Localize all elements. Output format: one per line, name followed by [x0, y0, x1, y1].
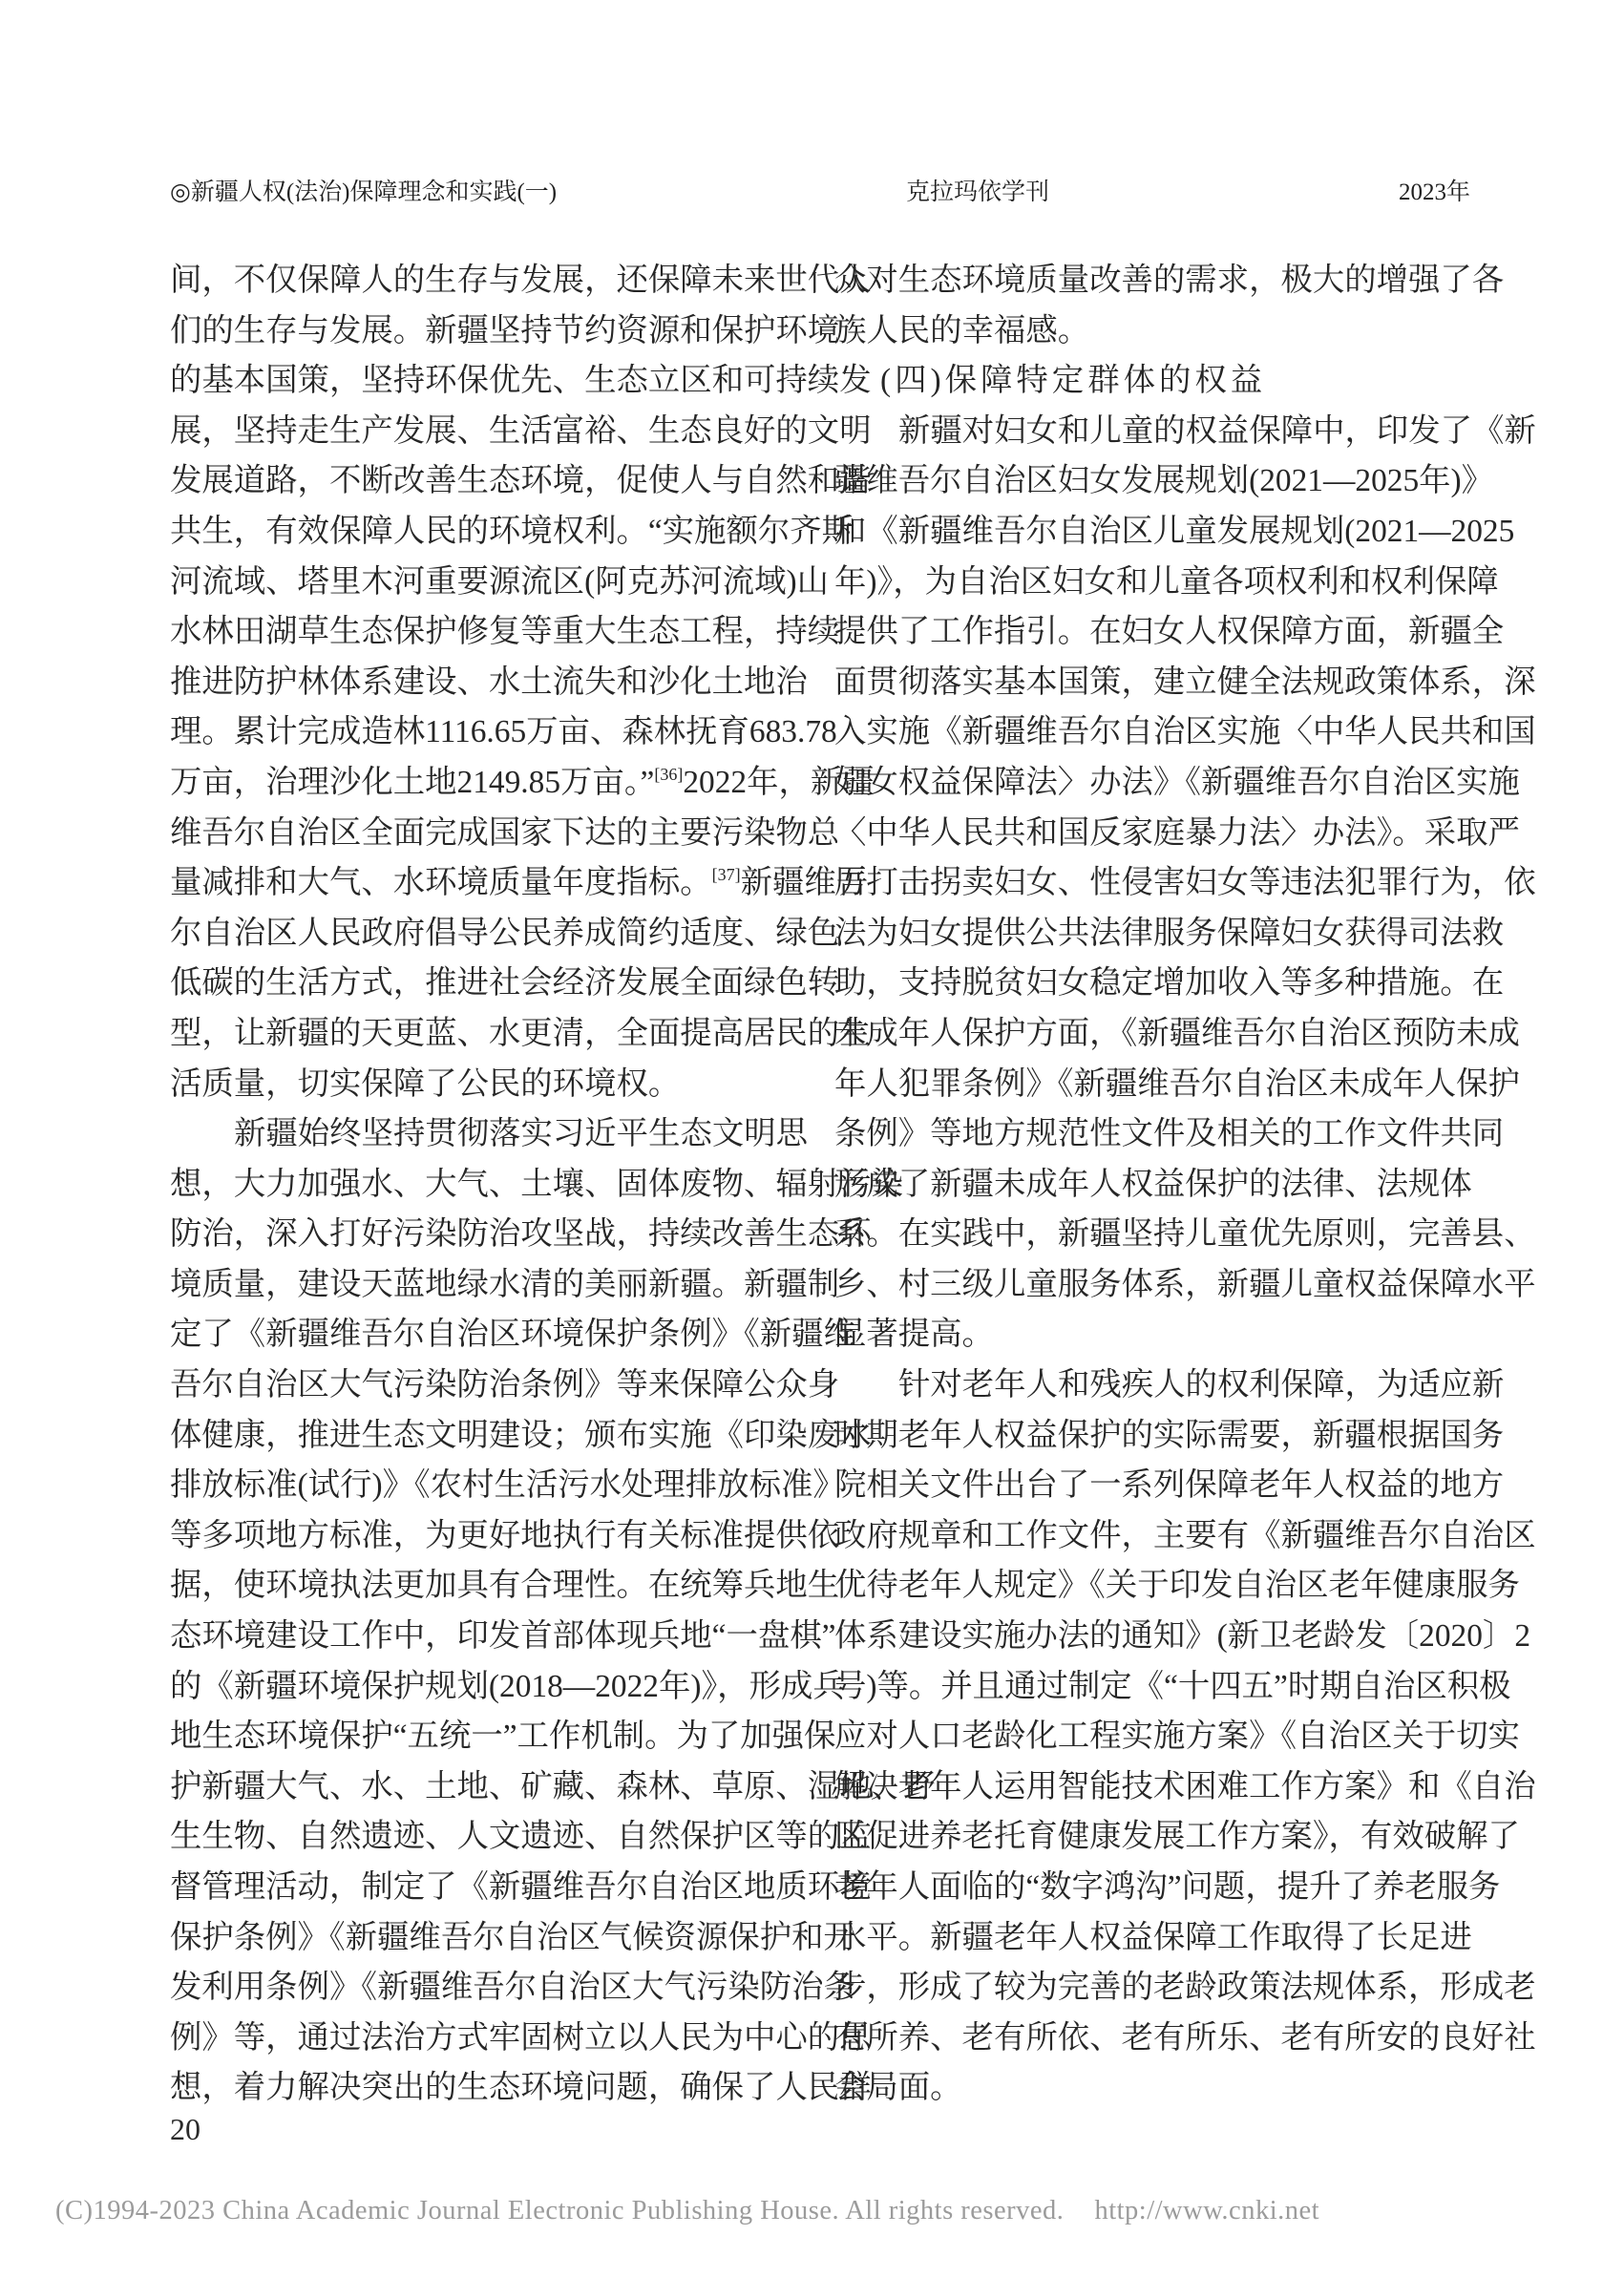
text-line: 面贯彻落实基本国策，建立健全法规政策体系，深 [834, 664, 1536, 700]
text-line: 万亩，治理沙化土地2149.85万亩。”[36]2022年，新疆 [170, 764, 875, 800]
text-line: 尔自治区人民政府倡导公民养成简约适度、绿色 [170, 915, 840, 951]
text-line: 法为妇女提供公共法律服务保障妇女获得司法救 [834, 915, 1505, 951]
text-line: 解决老年人运用智能技术困难工作方案》和《自治 [834, 1768, 1536, 1804]
text-line: 保护条例》《新疆维吾尔自治区气候资源保护和开 [170, 1919, 855, 1955]
text-line: 乡、村三级儿童服务体系，新疆儿童权益保障水平 [834, 1266, 1536, 1302]
text-line: 众对生态环境质量改善的需求，极大的增强了各 [834, 263, 1505, 298]
text-line: 〈中华人民共和国反家庭暴力法〉办法》。采取严 [834, 814, 1520, 851]
running-head-year: 2023年 [1398, 179, 1470, 205]
right-column [834, 256, 1536, 2114]
text-line: 排放标准(试行)》《农村生活污水处理排放标准》 [170, 1467, 845, 1504]
text-line: 共生，有效保障人民的环境权利。“实施额尔齐斯 [170, 513, 854, 549]
text-line: 维吾尔自治区全面完成国家下达的主要污染物总 [170, 814, 840, 851]
text-line: 体系建设实施办法的通知》(新卫老龄发〔2020〕2 [834, 1618, 1531, 1655]
text-line: 形成了新疆未成年人权益保护的法律、法规体 [834, 1166, 1472, 1202]
text-line: 政府规章和工作文件，主要有《新疆维吾尔自治区 [834, 1517, 1536, 1553]
text-line: 优待老年人规定》《关于印发自治区老年健康服务 [834, 1568, 1520, 1604]
text-line: 妇女权益保障法〉办法》《新疆维吾尔自治区实施 [834, 764, 1520, 800]
text-line: 水平。新疆老年人权益保障工作取得了长足进 [834, 1919, 1472, 1955]
text-line: 护新疆大气、水、土地、矿藏、森林、草原、湿地、野 [170, 1768, 936, 1804]
text-line: 水林田湖草生态保护修复等重大生态工程，持续 [170, 614, 840, 650]
section-heading: (四)保障特定群体的权益 [880, 363, 1267, 399]
text-line: 系。在实践中，新疆坚持儿童优先原则，完善县、 [834, 1216, 1536, 1253]
text-line: 们的生存与发展。新疆坚持节约资源和保护环境 [170, 312, 840, 348]
text-line: 等多项地方标准，为更好地执行有关标准提供依 [170, 1517, 840, 1553]
text-line: 和《新疆维吾尔自治区儿童发展规划(2021—2025 [834, 513, 1515, 549]
text-line: 型，让新疆的天更蓝、水更清，全面提高居民的生 [170, 1015, 872, 1051]
footnote-reference: [36] [654, 764, 684, 784]
text-line: 未成年人保护方面，《新疆维吾尔自治区预防未成 [834, 1015, 1520, 1051]
text-line: 应对人口老龄化工程实施方案》《自治区关于切实 [834, 1719, 1520, 1755]
text-line: 会局面。 [834, 2070, 962, 2106]
text-line: 年)》，为自治区妇女和儿童各项权利和权利保障 [834, 563, 1499, 600]
text-line: 提供了工作指引。在妇女人权保障方面，新疆全 [834, 614, 1505, 650]
text-line: 新疆始终坚持贯彻落实习近平生态文明思 [234, 1116, 809, 1152]
running-head [170, 178, 1470, 208]
text-line: 新疆对妇女和儿童的权益保障中，印发了《新 [898, 412, 1536, 449]
text-line: 发利用条例》《新疆维吾尔自治区大气污染防治条 [170, 1970, 855, 2006]
text-line: 生生物、自然遗迹、人文遗迹、自然保护区等的监 [170, 1819, 872, 1855]
text-line: 境质量，建设天蓝地绿水清的美丽新疆。新疆制 [170, 1266, 840, 1302]
text-line: 推进防护林体系建设、水土流失和沙化土地治 [170, 664, 808, 700]
text-line: 院相关文件出台了一系列保障老年人权益的地方 [834, 1467, 1505, 1504]
text-line: 针对老年人和残疾人的权利保障，为适应新 [898, 1367, 1505, 1403]
footer-copyright: (C)1994-2023 China Academic Journal Electronic Publishing House. All rights reserved. [55, 2196, 1065, 2225]
text-line: 时期老年人权益保护的实际需要，新疆根据国务 [834, 1417, 1505, 1453]
text-line: 入实施《新疆维吾尔自治区实施〈中华人民共和国 [834, 714, 1536, 750]
text-line: 条例》等地方规范性文件及相关的工作文件共同 [834, 1116, 1505, 1152]
text-line: 想，大力加强水、大气、土壤、固体废物、辐射污染 [170, 1166, 903, 1202]
text-line: 体健康，推进生态文明建设；颁布实施《印染废水 [170, 1417, 872, 1453]
running-head-article-title: ◎新疆人权(法治)保障理念和实践(一) [170, 179, 558, 205]
text-line: 吾尔自治区大气污染防治条例》等来保障公众身 [170, 1367, 840, 1403]
text-line: 厉打击拐卖妇女、性侵害妇女等违法犯罪行为，依 [834, 865, 1536, 901]
footer [55, 2196, 1583, 2226]
text-line: 疆维吾尔自治区妇女发展规划(2021—2025年)》 [834, 463, 1494, 499]
text-line: 间，不仅保障人的生存与发展，还保障未来世代人 [170, 263, 872, 298]
text-line: 步，形成了较为完善的老龄政策法规体系，形成老 [834, 1970, 1536, 2006]
text-line: 区促进养老托育健康发展工作方案》，有效破解了 [834, 1819, 1520, 1855]
page-number: 20 [170, 2112, 200, 2146]
text-line: 的《新疆环境保护规划(2018—2022年)》，形成兵 [170, 1668, 845, 1704]
running-head-journal-name: 克拉玛依学刊 [906, 179, 1050, 205]
text-line: 年人犯罪条例》《新疆维吾尔自治区未成年人保护 [834, 1065, 1520, 1102]
text-line: 态环境建设工作中，印发首部体现兵地“一盘棋” [170, 1618, 836, 1655]
text-line: 老年人面临的“数字鸿沟”问题，提升了养老服务 [834, 1869, 1501, 1905]
text-line: 例》等，通过法治方式牢固树立以人民为中心的思 [170, 2019, 872, 2056]
text-line: 显著提高。 [834, 1317, 994, 1353]
text-line: 地生态环境保护“五统一”工作机制。为了加强保 [170, 1719, 836, 1755]
text-line: 族人民的幸福感。 [834, 312, 1090, 348]
text-line: 河流域、塔里木河重要源流区(阿克苏河流域)山 [170, 563, 830, 600]
text-line: 防治，深入打好污染防治攻坚战，持续改善生态环 [170, 1216, 872, 1253]
text-line: 量减排和大气、水环境质量年度指标。[37]新疆维吾 [170, 865, 869, 901]
footnote-reference: [37] [711, 865, 741, 885]
text-line: 号)等。并且通过制定《“十四五”时期自治区积极 [834, 1668, 1511, 1704]
text-line: 督管理活动，制定了《新疆维吾尔自治区地质环境 [170, 1869, 872, 1905]
text-line: 低碳的生活方式，推进社会经济发展全面绿色转 [170, 965, 840, 1002]
text-line: 想，着力解决突出的生态环境问题，确保了人民群 [170, 2070, 872, 2106]
text-line: 理。累计完成造林1116.65万亩、森林抚育683.78 [170, 714, 837, 750]
text-line: 发展道路，不断改善生态环境，促使人与自然和谐 [170, 463, 872, 499]
text-line: 展，坚持走生产发展、生活富裕、生态良好的文明 [170, 412, 872, 449]
text-line: 的基本国策，坚持环保优先、生态立区和可持续发 [170, 363, 872, 399]
footer-url: http://www.cnki.net [1094, 2196, 1320, 2225]
text-line: 活质量，切实保障了公民的环境权。 [170, 1065, 681, 1102]
text-line: 有所养、老有所依、老有所乐、老有所安的良好社 [834, 2019, 1536, 2056]
text-line: 助，支持脱贫妇女稳定增加收入等多种措施。在 [834, 965, 1505, 1002]
text-line: 据，使环境执法更加具有合理性。在统筹兵地生 [170, 1568, 840, 1604]
text-line: 定了《新疆维吾尔自治区环境保护条例》《新疆维 [170, 1317, 855, 1353]
